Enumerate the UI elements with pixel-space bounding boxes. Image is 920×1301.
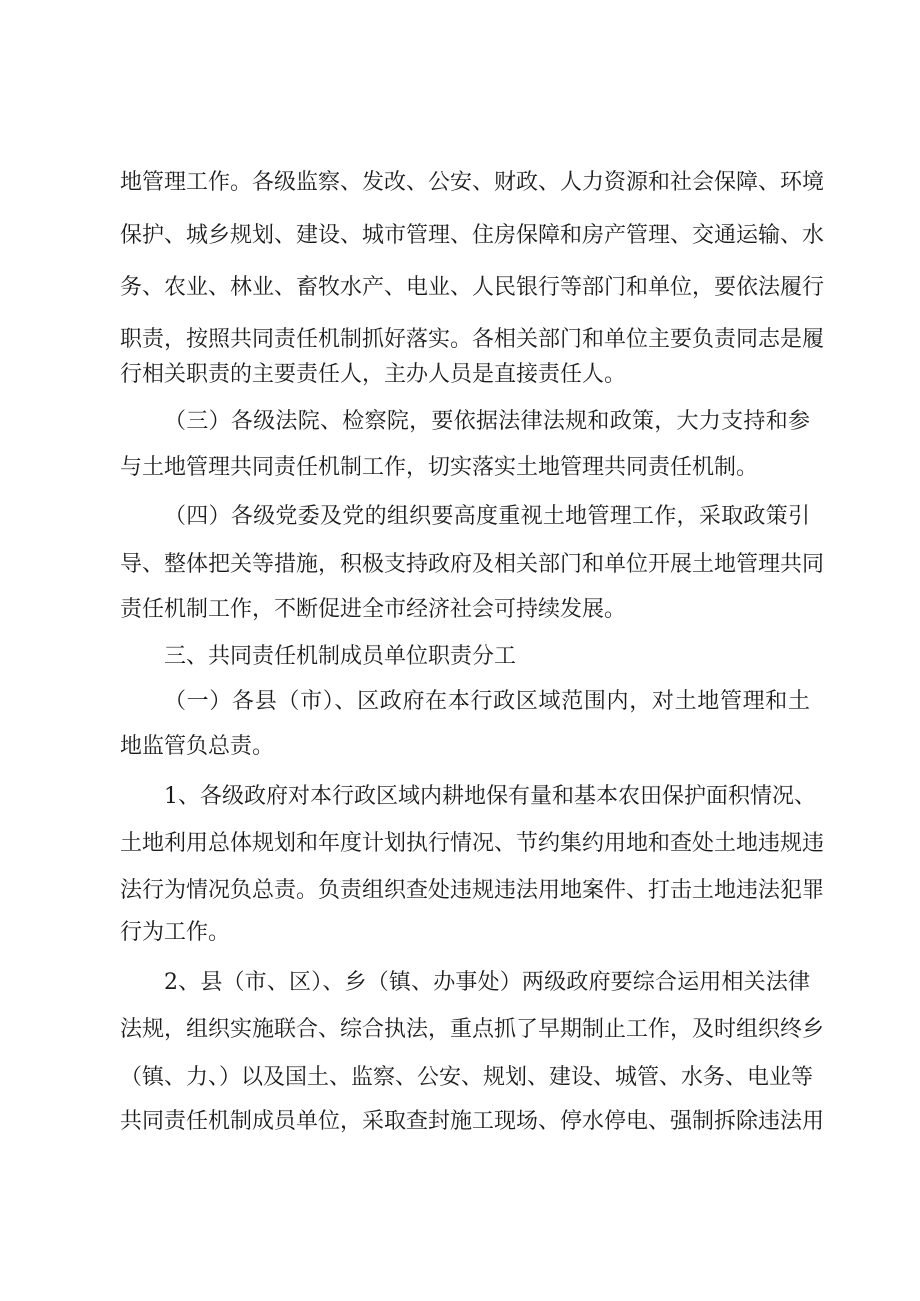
paragraph-line: 保护、城乡规划、建设、城市管理、住房保障和房产管理、交通运输、水	[120, 223, 825, 248]
paragraph-line: 行相关职责的主要责任人，主办人员是直接责任人。	[120, 362, 627, 387]
paragraph-line: 地管理工作。各级监察、发改、公安、财政、人力资源和社会保障、环境	[120, 170, 825, 195]
paragraph-line: 行为工作。	[120, 920, 231, 945]
paragraph-line: 2、县（市、区）、乡（镇、办事处）两级政府要综合运用相关法律	[164, 970, 810, 995]
paragraph-line: 导、整体把关等措施，积极支持政府及相关部门和单位开展土地管理共同	[120, 552, 825, 577]
paragraph-line: （一）各县（市）、区政府在本行政区域范围内，对土地管理和土	[164, 689, 810, 714]
paragraph-line: 法规，组织实施联合、综合执法，重点抓了早期制止工作，及时组织终乡	[120, 1017, 825, 1042]
paragraph-line: 1、各级政府对本行政区域内耕地保有量和基本农田保护面积情况、	[164, 784, 816, 809]
paragraph-line: 与土地管理共同责任机制工作，切实落实土地管理共同责任机制。	[120, 455, 759, 480]
paragraph-line: 土地利用总体规划和年度计划执行情况、节约集约用地和查处土地违规违	[120, 831, 825, 856]
paragraph-line: 法行为情况负总责。负责组织查处违规违法用地案件、打击土地违法犯罪	[120, 878, 825, 903]
paragraph-line: 责任机制工作，不断促进全市经济社会可持续发展。	[120, 597, 627, 622]
paragraph-line: （三）各级法院、检察院，要依据法律法规和政策，大力支持和参	[164, 409, 810, 434]
paragraph-line: 职责，按照共同责任机制抓好落实。各相关部门和单位主要负责同志是履	[120, 327, 825, 352]
section-heading: 三、共同责任机制成员单位职责分工	[164, 644, 517, 669]
paragraph-line: （四）各级党委及党的组织要高度重视土地管理工作，采取政策引	[164, 504, 810, 529]
paragraph-line: 地监管负总责。	[120, 734, 275, 759]
paragraph-line: 务、农业、林业、畜牧水产、电业、人民银行等部门和单位，要依法履行	[120, 275, 825, 300]
paragraph-line: 共同责任机制成员单位，采取查封施工现场、停水停电、强制拆除违法用	[120, 1109, 825, 1134]
paragraph-line: （镇、力、）以及国土、监察、公安、规划、建设、城管、水务、电业等	[120, 1065, 814, 1090]
